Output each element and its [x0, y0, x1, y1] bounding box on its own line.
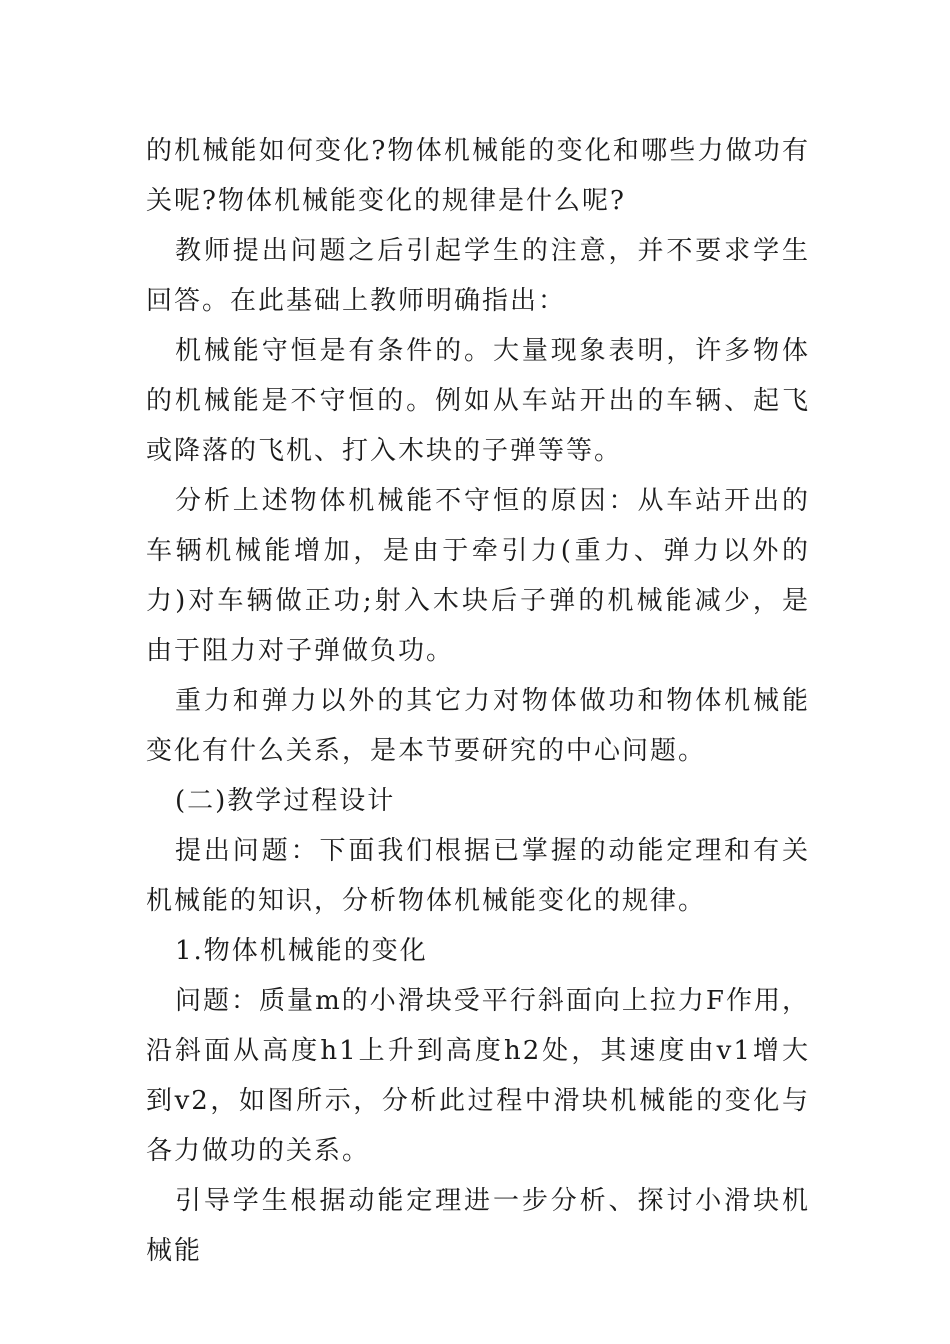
paragraph-guide-students: 引导学生根据动能定理进一步分析、探讨小滑块机械能 [146, 1186, 810, 1266]
document-body [146, 126, 810, 1276]
paragraph-intro-questions: 的机械能如何变化?物体机械能的变化和哪些力做功有关呢?物体机械能变化的规律是什么呢? [146, 136, 810, 216]
paragraph-cause-analysis: 分析上述物体机械能不守恒的原因：从车站开出的车辆机械能增加，是由于牵引力(重力、弹力以外的力)对车辆做正功;射入木块后子弹的机械能减少，是由于阻力对子弹做负功。 [146, 486, 810, 666]
subsection-heading-energy-change: 1.物体机械能的变化 [175, 936, 428, 966]
paragraph-central-question: 重力和弹力以外的其它力对物体做功和物体机械能变化有什么关系，是本节要研究的中心问题。 [146, 686, 810, 766]
paragraph-raise-question: 提出问题：下面我们根据已掌握的动能定理和有关机械能的知识，分析物体机械能变化的规律。 [146, 836, 810, 916]
paragraph-teacher-asks: 教师提出问题之后引起学生的注意，并不要求学生回答。在此基础上教师明确指出： [146, 236, 810, 316]
paragraph-conservation-conditions: 机械能守恒是有条件的。大量现象表明，许多物体的机械能是不守恒的。例如从车站开出的车辆、起飞或降落的飞机、打入木块的子弹等等。 [146, 336, 810, 466]
paragraph-slider-problem: 问题：质量m的小滑块受平行斜面向上拉力F作用，沿斜面从高度h1上升到高度h2处，其速度由v1增大到v2，如图所示，分析此过程中滑块机械能的变化与各力做功的关系。 [146, 986, 810, 1166]
section-heading-process-design: (二)教学过程设计 [175, 786, 396, 816]
